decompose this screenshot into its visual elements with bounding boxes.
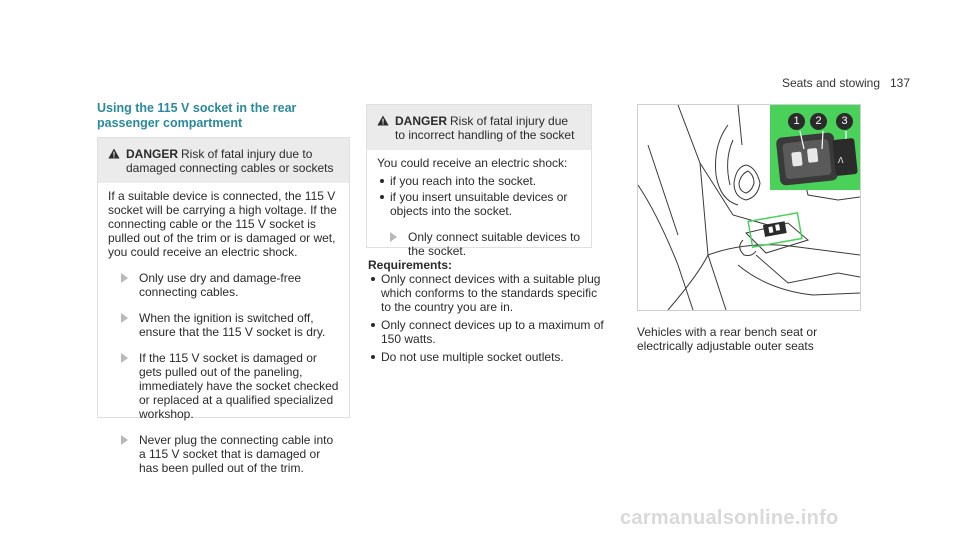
step-text: When the ignition is switched off, ensure that the 115 V socket is dry. — [139, 311, 326, 339]
danger-header — [367, 105, 591, 150]
danger-body — [98, 183, 349, 485]
interior-line-drawing — [638, 105, 860, 310]
step-arrow-icon — [121, 273, 128, 283]
danger-text: If a suitable device is connected, the 115 V socket will be carrying a high voltage. If the connecting cable or the 115 V socket is pulled out of the trim or is damaged or wet, you could receive an electric shock. — [108, 189, 337, 259]
callout-number: 3 — [841, 115, 848, 127]
danger-box-cables — [97, 137, 350, 475]
callout-3 — [836, 113, 853, 130]
section-title: Using the 115 V socket in the rear passenger compartment — [97, 101, 349, 140]
warning-triangle-icon — [108, 148, 120, 162]
step-text: Only connect suitable devices to the socket. — [408, 230, 581, 258]
danger-box-handling — [366, 104, 592, 258]
danger-heading: Risk of fatal injury due to damaged connecting cables or sockets — [126, 147, 334, 175]
step-item — [108, 271, 339, 299]
step-item — [108, 311, 339, 339]
socket-illustration — [637, 104, 861, 311]
page-header — [0, 76, 960, 96]
danger-heading: Risk of fatal injury due to incorrect handling of the socket — [395, 114, 575, 142]
callout-number: 2 — [815, 115, 822, 127]
bullet-list — [377, 174, 581, 218]
callout-2 — [810, 113, 827, 130]
step-list — [108, 271, 339, 475]
bullet-item: if you insert unsuitable devices or objects into the socket. — [377, 190, 581, 218]
header-title: Seats and stowing — [781, 76, 880, 90]
step-text: If the 115 V socket is damaged or gets pulled out of the paneling, immediately have the socket checked or replaced at a qualified specialized workshop. — [139, 351, 339, 421]
requirements-section — [368, 258, 604, 368]
danger-label: DANGER — [395, 114, 448, 128]
figure-caption: Vehicles with a rear bench seat or electrically adjustable outer seats — [637, 325, 818, 353]
watermark-text: carmanualsonline.info — [620, 507, 839, 529]
danger-text: You could receive an electric shock: — [377, 156, 568, 170]
bullet-item: if you reach into the socket. — [377, 174, 581, 188]
step-arrow-icon — [121, 435, 128, 445]
step-arrow-icon — [121, 313, 128, 323]
danger-body — [367, 150, 591, 268]
callout-1 — [788, 113, 805, 130]
danger-header — [98, 138, 349, 183]
step-item — [108, 433, 339, 475]
requirement-item: Only connect devices up to a maximum of 150 watts. — [368, 318, 604, 346]
step-list — [377, 230, 581, 258]
requirement-item: Only connect devices with a suitable plug which conforms to the standards specific to the country you are in. — [368, 272, 604, 314]
step-arrow-icon — [121, 353, 128, 363]
callout-number: 1 — [793, 115, 800, 127]
page-number: 137 — [889, 76, 910, 90]
requirements-list — [368, 272, 604, 364]
step-arrow-icon — [390, 232, 397, 242]
warning-triangle-icon — [377, 115, 389, 129]
requirements-label: Requirements: — [368, 258, 453, 272]
step-item — [377, 230, 581, 258]
step-text: Only use dry and damage-free connecting cables. — [139, 271, 302, 299]
requirement-item: Do not use multiple socket outlets. — [368, 350, 604, 364]
step-item — [108, 351, 339, 421]
danger-label: DANGER — [126, 147, 179, 161]
step-text: Never plug the connecting cable into a 115 V socket that is damaged or has been pulled out of the trim. — [139, 433, 334, 475]
svg-text:ᐱ: ᐱ — [838, 156, 844, 165]
